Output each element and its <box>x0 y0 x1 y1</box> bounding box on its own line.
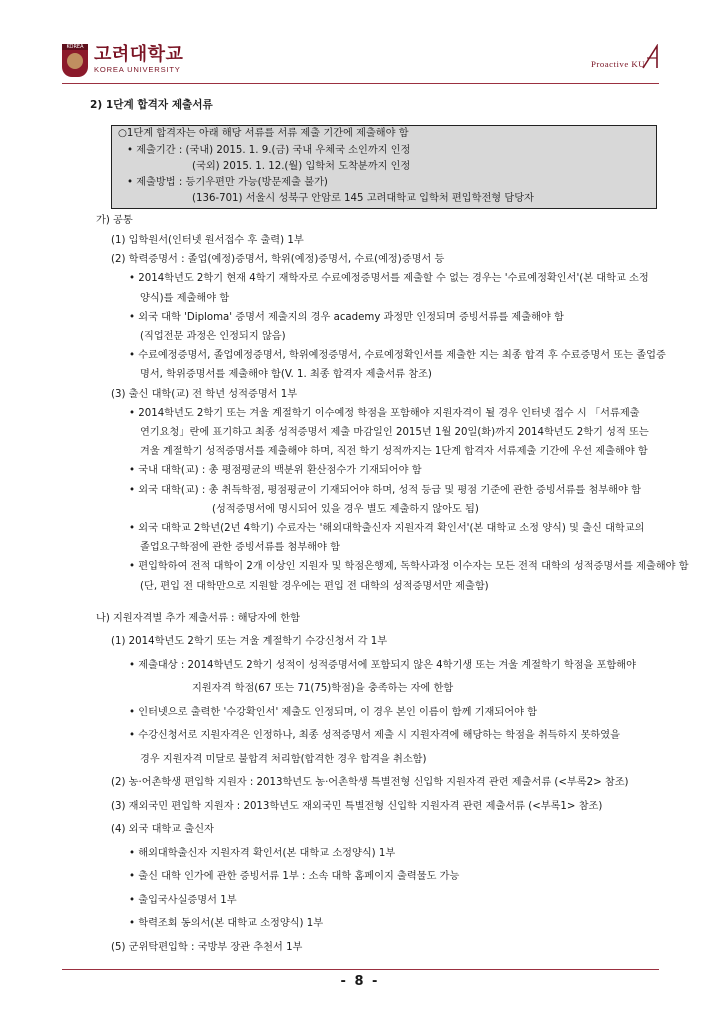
footer-divider <box>62 969 659 970</box>
notice-line: ○1단계 합격자는 아래 해당 서류를 서류 제출 기간에 제출해야 함 <box>118 128 409 139</box>
list-item: • 출입국사실증명서 1부 <box>129 894 237 906</box>
notice-line: • 제출방법 : 등기우편만 가능(방문제출 불가) <box>127 177 328 188</box>
list-item: • 수강신청서로 지원자격은 인정하나, 최종 성적증명서 제출 시 지원자격에 해당하는 학점을 취득하지 못하였을 <box>129 730 620 741</box>
list-item: (단, 편입 전 대학만으로 지원할 경우에는 편입 전 대학의 성적증명서만 제출함) <box>140 580 489 592</box>
proactive-text: Proactive KU <box>591 59 646 69</box>
list-item: (직업전문 과정은 인정되지 않음) <box>140 331 286 342</box>
list-item: • 출신 대학 인가에 관한 증빙서류 1부 : 소속 대학 홈페이지 출력물도 가능 <box>129 871 460 882</box>
list-item: (2) 학력증명서 : 졸업(예정)증명서, 학위(예정)증명서, 수료(예정)증명서 등 <box>111 254 445 266</box>
list-item: (1) 입학원서(인터넷 원서접수 후 출력) 1부 <box>111 235 304 246</box>
subsection-title: 나) 지원자격별 추가 제출서류 : 해당자에 한함 <box>96 613 300 624</box>
list-item: • 편입학하여 전적 대학이 2개 이상인 지원자 및 학점은행제, 독학사과정 이수자는 모든 전적 대학의 성적증명서를 제출해야 함 <box>129 561 689 573</box>
list-item: 지원자격 학점(67 또는 71(75)학점)을 충족하는 자에 한함 <box>192 683 454 694</box>
notice-line: (국외) 2015. 1. 12.(월) 입학처 도착분까지 인정 <box>192 161 411 172</box>
list-item: • 해외대학출신자 지원자격 확인서(본 대학교 소정양식) 1부 <box>129 847 396 859</box>
header-divider <box>62 83 659 84</box>
page-number: - 8 - <box>340 974 380 989</box>
list-item: • 2014학년도 2학기 또는 겨울 계절학기 이수예정 학점을 포함해야 지원자격이 될 경우 인터넷 접수 시 「서류제출 <box>129 407 640 419</box>
list-item: (4) 외국 대학교 출신자 <box>111 824 214 835</box>
list-item: 양식)를 제출해야 함 <box>140 292 230 304</box>
list-item: • 제출대상 : 2014학년도 2학기 성적이 성적증명서에 포함되지 않은 4학기생 또는 겨울 계절학기 학점을 포함해야 <box>129 659 636 671</box>
university-logo <box>62 40 183 80</box>
list-item: (1) 2014학년도 2학기 또는 겨울 계절학기 수강신청서 각 1부 <box>111 636 388 647</box>
list-item: • 수료예정증명서, 졸업예정증명서, 학위예정증명서, 수료예정확인서를 제출한 지는 최종 합격 후 수료증명서 또는 졸업증 <box>129 350 666 362</box>
crest-label: KOREA <box>62 44 88 50</box>
list-item: • 인터넷으로 출력한 '수강확인서' 제출도 인정되며, 이 경우 본인 이름이 함께 기재되어야 함 <box>129 706 537 718</box>
page-header <box>0 0 720 90</box>
list-item: 경우 지원자격 미달로 불합격 처리함(합격한 경우 합격을 취소함) <box>140 753 427 765</box>
list-item: • 학력조회 동의서(본 대학교 소정양식) 1부 <box>129 918 324 929</box>
list-item: (2) 농·어촌학생 편입학 지원자 : 2013학년도 농·어촌학생 특별전형 신입학 지원자격 관련 제출서류 (<부록2> 참조) <box>111 777 629 788</box>
logo-english: KOREA UNIVERSITY <box>94 65 181 74</box>
list-item: (3) 재외국민 편입학 지원자 : 2013학년도 재외국민 특별전형 신입학 지원자격 관련 제출서류 (<부록1> 참조) <box>111 800 603 812</box>
list-item: 겨울 계절학기 성적증명서를 제출해야 하며, 직전 학기 성적까지는 1단계 합격자 서류제출 기간에 우선 제출해야 함 <box>140 446 648 458</box>
list-item: (5) 군위탁편입학 : 국방부 장관 추천서 1부 <box>111 941 303 953</box>
notice-line: (136-701) 서울시 성북구 안암로 145 고려대학교 입학처 편입학전형 담당자 <box>192 193 534 204</box>
list-item: 명서, 학위증명서를 제출해야 함(V. 1. 최종 합격자 제출서류 참조) <box>140 369 432 381</box>
list-item: • 외국 대학 'Diploma' 증명서 제출지의 경우 academy 과정만 인정되며 증빙서류를 제출해야 함 <box>129 311 564 323</box>
list-item: (성적증명서에 명시되어 있을 경우 별도 제출하지 않아도 됨) <box>212 503 479 515</box>
proactive-mark-icon <box>641 44 659 70</box>
list-item: • 국내 대학(교) : 총 평점평균의 백분위 환산점수가 기재되어야 함 <box>129 465 422 477</box>
list-item: 졸업요구학점에 관한 증빙서류를 첨부해야 함 <box>140 542 340 554</box>
subsection-title: 가) 공통 <box>96 215 133 226</box>
section-title: 2) 1단계 합격자 제출서류 <box>90 99 213 111</box>
list-item: • 외국 대학교 2학년(2년 4학기) 수료자는 '해외대학출신자 지원자격 확인서'(본 대학교 소정 양식) 및 출신 대학교의 <box>129 523 645 534</box>
crest-icon <box>62 44 88 77</box>
list-item: • 2014학년도 2학기 현재 4학기 재학자로 수료예정증명서를 제출할 수 없는 경우는 '수료예정확인서'(본 대학교 소정 <box>129 273 649 285</box>
notice-line: • 제출기간 : (국내) 2015. 1. 9.(금) 국내 우체국 소인까지 인정 <box>127 145 411 156</box>
logo-korean: 고려대학교 <box>94 44 184 65</box>
list-item: • 외국 대학(교) : 총 취득학점, 평점평균이 기재되어야 하며, 성적 등급 및 평점 기준에 관한 증빙서류를 첨부해야 함 <box>129 484 641 496</box>
list-item: 연기요청」란에 표기하고 최종 성적증명서 제출 마감일인 2015년 1월 20일(화)까지 2014학년도 2학기 성적 또는 <box>140 427 649 438</box>
proactive-logo <box>591 44 661 76</box>
list-item: (3) 출신 대학(교) 전 학년 성적증명서 1부 <box>111 388 298 400</box>
